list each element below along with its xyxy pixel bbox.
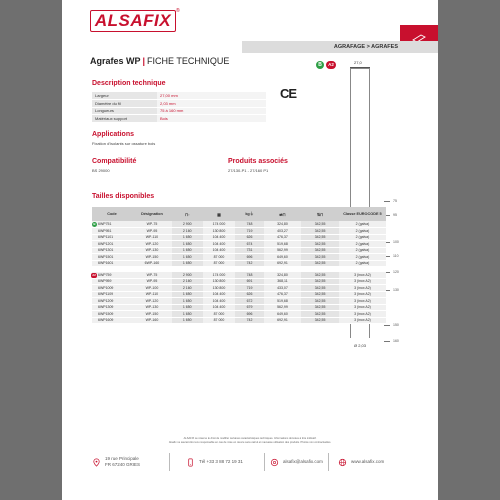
cell-value: 104 400: [212, 305, 226, 310]
location-pin-icon: [92, 458, 101, 467]
col-per-pallet: [203, 207, 236, 221]
cell-value: 2 900: [182, 272, 192, 277]
col-pullout: [301, 207, 339, 221]
spec-key: Longueurs: [92, 107, 157, 115]
cell-value: 3 (inox A2): [354, 279, 371, 284]
product-code: 6WP1201: [98, 241, 114, 246]
length-label: 160: [393, 339, 399, 343]
disclaimer: [92, 437, 408, 444]
col-weight: [235, 207, 263, 221]
compatibility-text: BS 29000: [92, 168, 110, 173]
cell-value: 1 650: [182, 292, 192, 297]
cell-value: 2 (galva): [355, 222, 370, 226]
footer-email[interactable]: [270, 446, 323, 478]
col-designation: Désignation: [132, 207, 172, 221]
cell-value: 2 160: [182, 228, 192, 233]
cell-value: 696: [246, 311, 253, 316]
shear-force-icon: ⇄⊓: [279, 211, 286, 217]
badge-a2: A2: [92, 272, 96, 277]
cell-value: 719: [246, 228, 253, 233]
product-name: Agrafes WP: [90, 56, 141, 66]
globe-icon: [338, 458, 347, 467]
cell-value: WP-130: [145, 248, 159, 253]
cell-value: 324,80: [277, 222, 288, 226]
disclaimer-line: ALSAFIX se réserve le droit de modifier certaines caractéristiques techniques. Informations données à titre indicatif.: [183, 437, 317, 440]
spec-table: [92, 92, 266, 123]
category-breadcrumb: AGRAFAGE > AGRAFES: [333, 44, 398, 50]
footer-divider: [328, 453, 329, 471]
table-cell: [203, 317, 236, 324]
cell-value: 742: [246, 261, 253, 266]
cell-value: 2 160: [182, 279, 192, 284]
product-code: 6WP1501: [98, 254, 114, 259]
length-label: 110: [393, 254, 399, 258]
cell-value: WP-120: [145, 298, 159, 303]
cell-value: 342,55: [314, 235, 326, 240]
cell-value: 368,11: [277, 279, 288, 284]
length-label: 100: [393, 240, 399, 244]
cell-value: 692,91: [277, 318, 288, 323]
col-eurocode-class: Classe EUROCODE 5: [339, 207, 386, 221]
cell-value: 649,60: [277, 311, 288, 316]
cell-value: 342,55: [314, 272, 326, 277]
compatibility-title: Compatibilité: [92, 158, 137, 165]
cell-value: 691: [246, 279, 253, 284]
cell-value: 562,99: [277, 248, 288, 253]
description-title: Description technique: [92, 80, 166, 87]
disclaimer-line: Alsafix ne saurait être tenu responsable en cas de mise en œuvre sans calcul et mauvaise utilisation des produits. Photos non contractuelles.: [168, 440, 332, 444]
cell-value: 433,07: [277, 285, 288, 290]
cell-value: 2 900: [182, 222, 192, 226]
cell-value: 342,55: [314, 254, 326, 259]
cell-value: 1 650: [182, 254, 192, 259]
table-cell: [92, 260, 132, 267]
cell-value: 1 650: [182, 305, 192, 310]
cell-value: 3 (inox A2): [354, 311, 371, 316]
product-code: 6WP951: [98, 228, 112, 233]
length-label: 130: [393, 288, 399, 292]
cell-value: 87 000: [213, 261, 225, 266]
footer-website[interactable]: [338, 446, 384, 478]
length-tick: [384, 341, 390, 342]
badge-b: B: [316, 61, 324, 69]
cell-value: 3 (inox A2): [354, 298, 371, 303]
cell-value: 342,55: [314, 228, 326, 233]
email-address[interactable]: alsafix@alsafix.com: [283, 459, 323, 464]
cell-value: 2 (galva): [355, 241, 370, 246]
cell-value: 2 160: [182, 285, 192, 290]
document-type: FICHE TECHNIQUE: [147, 56, 230, 66]
cell-value: 104 400: [212, 241, 226, 246]
sizes-header-row: [92, 207, 386, 221]
cell-value: 2 (galva): [355, 235, 370, 240]
cell-value: 2 (galva): [355, 261, 370, 266]
spec-key: Diamètre du fil: [92, 100, 157, 108]
cell-value: 342,55: [314, 248, 326, 253]
badge-b: B: [93, 222, 96, 226]
cell-value: WP-120: [145, 241, 159, 246]
table-cell: [92, 317, 132, 324]
footer: [62, 446, 438, 478]
cell-value: WP-110: [145, 292, 159, 297]
cell-value: WP-100: [145, 285, 159, 290]
cell-value: 649,60: [277, 254, 288, 259]
cell-value: 87 000: [213, 318, 225, 323]
col-per-box: [172, 207, 203, 221]
product-code: 6WP1309: [98, 305, 114, 310]
cell-value: 696: [246, 254, 253, 259]
product-code: 6WP1101: [98, 235, 114, 240]
cell-value: 403,27: [277, 228, 288, 233]
length-label: 150: [393, 323, 399, 327]
length-label: 120: [393, 270, 399, 274]
spec-key: Largeur: [92, 92, 157, 100]
cell-value: 519,68: [277, 241, 288, 246]
product-code: 6WP1509: [98, 311, 114, 316]
spec-row: [92, 115, 266, 123]
cell-value: 719: [246, 285, 253, 290]
spec-value: 75 à 160 mm: [157, 107, 266, 115]
cell-value: 87 000: [213, 254, 225, 259]
logo-registered-mark: ®: [176, 8, 180, 14]
cell-value: 562,99: [277, 305, 288, 310]
cell-value: 748: [246, 222, 253, 226]
diameter-dimension: Ø 2,03: [354, 343, 367, 348]
cell-value: 672: [246, 298, 253, 303]
sizes-title: Tailles disponibles: [92, 193, 155, 200]
length-tick: [384, 201, 390, 202]
cell-value: 342,55: [314, 298, 326, 303]
cell-value: 324,80: [277, 272, 288, 277]
cell-value: 130 800: [212, 279, 226, 284]
phone-number[interactable]: Tél +33 3 88 72 19 31: [199, 459, 243, 464]
table-row: [92, 317, 386, 324]
address-line: FR 67240 GRIES: [105, 462, 141, 467]
spec-row: [92, 92, 266, 100]
length-tick: [384, 325, 390, 326]
cell-value: 2 (galva): [355, 228, 370, 233]
cell-value: 1 650: [182, 241, 192, 246]
cell-value: 1 650: [182, 248, 192, 253]
cell-value: 2 (galva): [355, 254, 370, 259]
cell-value: 1 650: [182, 298, 192, 303]
product-code: 6WP959: [98, 279, 112, 284]
cell-value: WP-95: [146, 279, 158, 284]
cell-value: 174 000: [212, 222, 226, 226]
cell-value: WP-75: [146, 272, 158, 277]
table-cell: [339, 317, 386, 324]
ce-mark: CE: [280, 86, 297, 101]
spec-value: Bois: [157, 115, 266, 123]
table-cell: [132, 317, 172, 324]
cell-value: 6WP-160: [144, 261, 160, 266]
alsafix-logo: [90, 8, 180, 34]
cell-value: 3 (inox A2): [354, 318, 371, 323]
col-code: Code: [92, 207, 132, 221]
cell-value: WP-150: [145, 311, 159, 316]
cell-value: WP-110: [145, 235, 159, 240]
cell-value: 519,68: [277, 298, 288, 303]
product-code: 6WP1601: [98, 261, 114, 266]
weight-icon: ⏚: [249, 211, 254, 216]
cell-value: 174 000: [212, 272, 226, 277]
cell-value: 104 400: [212, 292, 226, 297]
spec-value: 27,00 mm: [157, 92, 266, 100]
cell-value: 104 400: [212, 235, 226, 240]
website-url[interactable]: www.alsafix.com: [351, 459, 385, 464]
cell-value: 342,55: [314, 318, 326, 323]
col-shear: [264, 207, 302, 221]
cell-value: 2 (galva): [355, 248, 370, 253]
cell-value: 1 650: [182, 261, 192, 266]
pallet-icon: ▦: [217, 211, 221, 217]
footer-divider: [264, 453, 265, 471]
cell-value: 130 800: [212, 228, 226, 233]
badge-a2: A2: [326, 61, 336, 69]
cell-value: 130 800: [212, 285, 226, 290]
cell-value: 1 650: [182, 311, 192, 316]
cell-value: WP-75: [146, 222, 158, 226]
cell-value: 476,37: [277, 292, 288, 297]
cell-value: WP-150: [145, 254, 159, 259]
pullout-force-icon: ⇅⊓: [316, 211, 324, 217]
cell-value: 1 650: [182, 235, 192, 240]
product-code: 6WP1609: [98, 318, 114, 323]
spec-value: 2,03 mm: [157, 100, 266, 108]
cell-value: 87 000: [213, 311, 225, 316]
cell-value: WP-160: [145, 318, 159, 323]
related-products-title: Produits associés: [228, 158, 288, 165]
address-line: 19 rue Principale: [105, 456, 139, 461]
cell-value: 342,55: [314, 241, 326, 246]
cell-value: 104 400: [212, 248, 226, 253]
staple-count-icon: ⊓▫: [184, 211, 190, 217]
cell-value: WP-95: [146, 228, 158, 233]
cell-value: 3 (inox A2): [354, 285, 371, 290]
cell-value: 342,55: [314, 311, 326, 316]
table-cell: [301, 317, 339, 324]
cell-value: 731: [246, 248, 253, 253]
cell-value: 679: [246, 305, 253, 310]
cell-value: 342,55: [314, 279, 326, 284]
related-products-text: 27/130-P1 - 27/160 P1: [228, 168, 269, 173]
email-icon: [270, 458, 279, 467]
cell-value: 626: [246, 292, 253, 297]
category-bar: [242, 41, 438, 53]
product-code: 6WP1109: [98, 292, 114, 297]
product-code: 6WP1009: [98, 285, 114, 290]
sizes-table: [92, 207, 386, 324]
cell-value: 104 400: [212, 298, 226, 303]
cell-value: 342,55: [314, 222, 326, 226]
footer-address: [92, 446, 140, 478]
product-code: 6WP1301: [98, 248, 114, 253]
cell-value: WP-130: [145, 305, 159, 310]
cell-value: 3 (inox A2): [354, 272, 371, 277]
applications-title: Applications: [92, 131, 135, 138]
table-cell: [264, 317, 302, 324]
cell-value: 476,37: [277, 235, 288, 240]
product-code: 6WP759: [98, 272, 112, 277]
cell-value: 1 650: [182, 318, 192, 323]
cell-value: 692,91: [277, 261, 288, 266]
spec-key: Matériaux support: [92, 115, 157, 123]
logo-text: ALSAFIX: [94, 11, 172, 30]
phone-icon: [186, 458, 195, 467]
cell-value: 742: [246, 318, 253, 323]
spec-row: [92, 100, 266, 108]
table-cell: [235, 317, 263, 324]
cell-value: 342,55: [314, 292, 326, 297]
datasheet-page: [62, 0, 438, 500]
cell-value: 3 (inox A2): [354, 292, 371, 297]
cell-value: 674: [246, 241, 253, 246]
table-cell: [172, 317, 203, 324]
cell-value: 342,55: [314, 261, 326, 266]
spec-row: [92, 107, 266, 115]
footer-divider: [169, 453, 170, 471]
length-label: 95: [393, 213, 397, 217]
title-separator: |: [142, 56, 146, 66]
cell-value: 748: [246, 272, 253, 277]
cell-value: 342,55: [314, 305, 326, 310]
product-code: 6WP751: [98, 222, 112, 226]
col-weight-label: kg: [245, 212, 250, 216]
applications-text: Fixation d'isolants sur ossature bois: [92, 141, 156, 146]
product-code: 6WP1209: [98, 298, 114, 303]
width-dimension: 27,0: [354, 60, 362, 65]
cell-value: 626: [246, 235, 253, 240]
length-label: 75: [393, 199, 397, 203]
footer-phone[interactable]: [186, 446, 243, 478]
cell-value: 3 (inox A2): [354, 305, 371, 310]
page-title: [90, 56, 229, 66]
cell-value: 342,55: [314, 285, 326, 290]
